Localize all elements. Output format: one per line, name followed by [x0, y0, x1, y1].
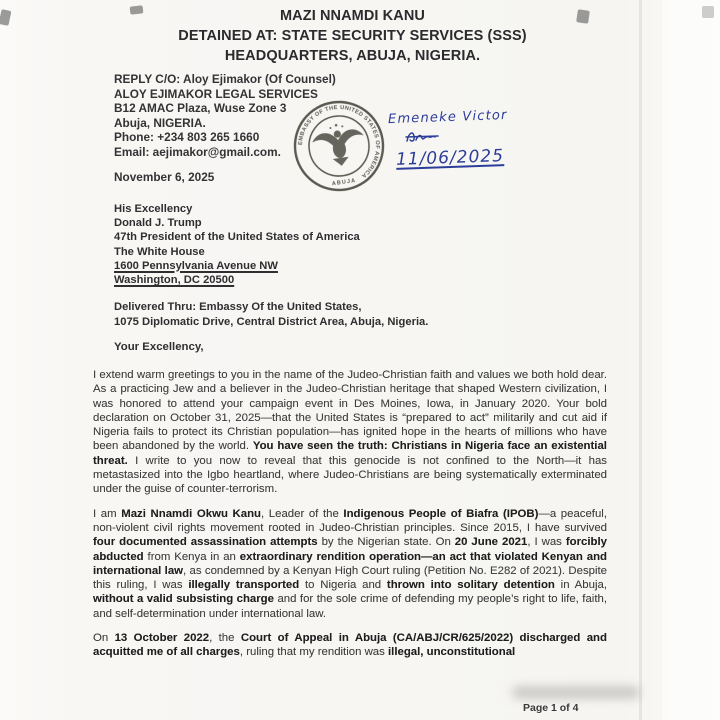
- addressee-block: [114, 202, 360, 287]
- reply-line: Phone: +234 803 265 1660: [114, 130, 260, 145]
- embassy-received-stamp: [285, 92, 393, 200]
- handwritten-date: 11/06/2025: [395, 146, 505, 170]
- signature-scribble-icon: [404, 129, 450, 145]
- page-margin-band: [662, 0, 720, 720]
- reply-line: Email: aejimakor@gmail.com.: [114, 144, 281, 159]
- handwritten-name: Emeneke Victor: [387, 107, 508, 128]
- page-crease-shadow: [639, 0, 642, 720]
- delivery-block: [114, 300, 428, 330]
- addressee-line: His Excellency: [114, 203, 193, 215]
- header-line-name: MAZI NNAMDI KANU: [280, 8, 425, 24]
- delivery-line: 1075 Diplomatic Drive, Central District Area, Abuja, Nigeria.: [114, 316, 429, 328]
- addressee-city-underlined: Washington, DC 20500: [114, 274, 235, 287]
- reply-line: REPLY C/O: Aloy Ejimakor (Of Counsel): [114, 72, 336, 86]
- addressee-street-underlined: 1600 Pennsylvania Avenue NW: [114, 259, 278, 272]
- watermark-smudge: [512, 686, 640, 699]
- page-number: Page 1 of 4: [523, 702, 579, 714]
- letter-header: [0, 6, 705, 66]
- addressee-line: The White House: [114, 245, 205, 258]
- letter-body: [93, 368, 607, 670]
- eagle-icon: [310, 120, 367, 169]
- salutation: Your Excellency,: [114, 341, 204, 353]
- header-line-detained: DETAINED AT: STATE SECURITY SERVICES (SSS): [178, 28, 527, 44]
- addressee-line: 47th President of the United States of America: [114, 231, 360, 244]
- body-paragraph-3: On 13 October 2022, the Court of Appeal in Abuja (CA/ABJ/CR/625/2022) discharged and acquitted me of all charges, ruling that my rendition was illegal, unconstitutional: [93, 632, 607, 659]
- header-line-location: HEADQUARTERS, ABUJA, NIGERIA.: [224, 48, 481, 64]
- reply-line: ALOY EJIMAKOR LEGAL SERVICES: [114, 86, 318, 101]
- body-paragraph-2: I am Mazi Nnamdi Okwu Kanu, Leader of the Indigenous People of Biafra (IPOB)—a peaceful, non-violent civil rights movement rooted in Judeo-Christian principles. Since 2015, I have survived four documented assassination attempts by the Nigerian state. On 20 June 2021, I was forcibly abducted from Kenya in an extraordinary rendition operation—an act that violated Kenyan and international law, as condemned by a Kenyan High Court ruling (Petition No. E282 of 2021). Despite this ruling, I was illegally transported to Nigeria and thrown into solitary detention in Abuja, without a valid subsisting charge and for the sole crime of defending my people’s right to life, faith, and self-determination under international law.: [93, 507, 608, 620]
- stamp-bottom-text: ABUJA: [331, 177, 357, 188]
- reply-line: Abuja, NIGERIA.: [114, 115, 206, 130]
- addressee-line: Donald J. Trump: [114, 217, 202, 230]
- letter-date: November 6, 2025: [114, 170, 215, 184]
- reply-line: B12 AMAC Plaza, Wuse Zone 3: [114, 101, 287, 116]
- stamp-ring-text: EMBASSY OF THE UNITED STATES OF AMERICA: [297, 104, 381, 179]
- delivery-line: Delivered Thru: Embassy Of the United States,: [114, 301, 362, 313]
- body-paragraph-1: I extend warm greetings to you in the name of the Judeo-Christian faith and values we both hold dear. As a practicing Jew and a believer in the Judeo-Christian heritage that shaped Western civilization, I was honored to attend your campaign event in Des Moines, Iowa, in January 2020. Your bold declaration on October 31, 2025—that the United States is “prepared to act” militarily and cut aid if Nigeria fails to protect its Christian population—has ignited hope in the hearts of millions who have been abandoned by the world. You have seen the truth: Christians in Nigeria face an existential threat. I write to you now to reveal that this genocide is not confined to the North—it has metastasized into the Igbo heartland, where Judeo-Christians are being systematically exterminated under the guise of counter-terrorism.: [93, 369, 607, 496]
